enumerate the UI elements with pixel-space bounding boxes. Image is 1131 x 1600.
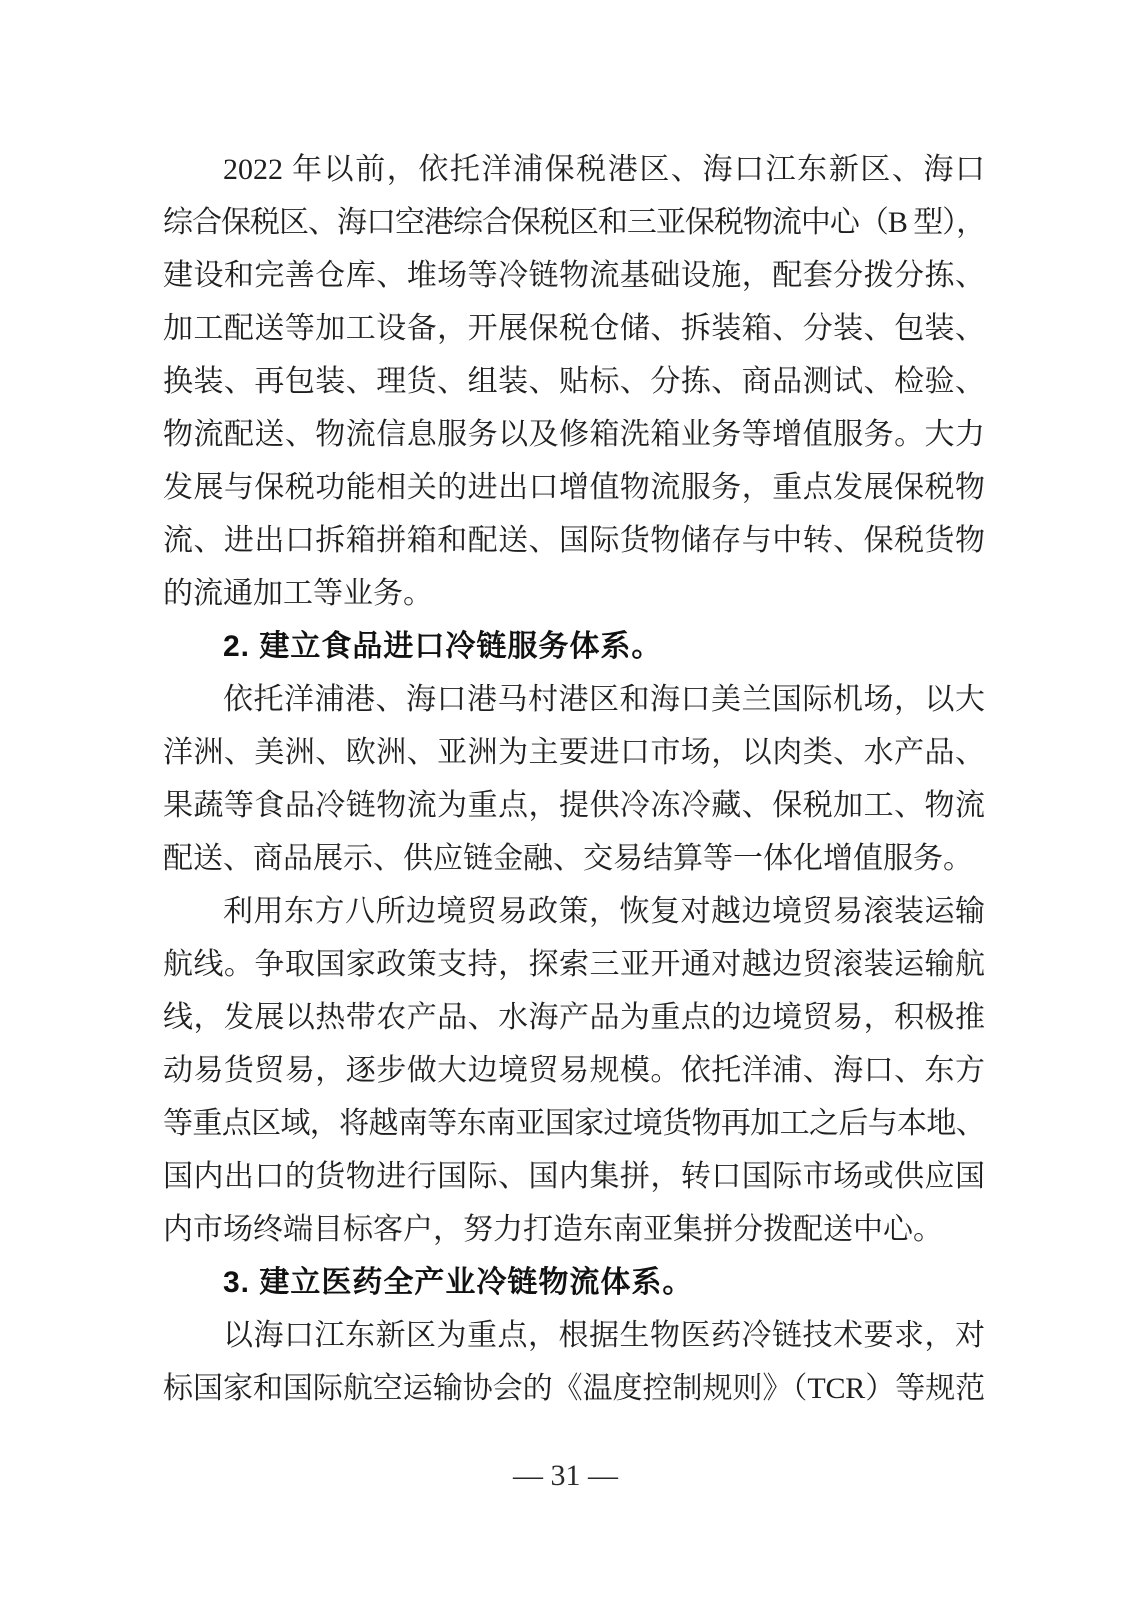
- text-line: 配送、商品展示、供应链金融、交易结算等一体化增值服务。: [163, 842, 973, 875]
- text-line: 加工配送等加工设备，开展保税仓储、拆装箱、分装、包装、: [163, 312, 985, 345]
- text-line: 综合保税区、海口空港综合保税区和三亚保税物流中心（B 型），: [163, 206, 985, 239]
- text-line: 建设和完善仓库、堆场等冷链物流基础设施，配套分拨分拣、: [163, 259, 985, 292]
- document-body: [163, 143, 985, 1415]
- text-line: 国内出口的货物进行国际、国内集拼，转口国际市场或供应国: [163, 1160, 985, 1193]
- text-line: 航线。争取国家政策支持，探索三亚开通对越边贸滚装运输航: [163, 948, 985, 981]
- text-line: 物流配送、物流信息服务以及修箱洗箱业务等增值服务。大力: [163, 418, 985, 451]
- text-line: 洋洲、美洲、欧洲、亚洲为主要进口市场，以肉类、水产品、: [163, 736, 985, 769]
- text-line: 动易货贸易，逐步做大边境贸易规模。依托洋浦、海口、东方: [163, 1054, 985, 1087]
- text-line: 内市场终端目标客户，努力打造东南亚集拼分拨配送中心。: [163, 1213, 943, 1246]
- text-line: 标国家和国际航空运输协会的《温度控制规则》（TCR）等规范: [163, 1372, 985, 1405]
- text-line: 发展与保税功能相关的进出口增值物流服务，重点发展保税物: [163, 471, 985, 504]
- text-line: 线，发展以热带农产品、水海产品为重点的边境贸易，积极推: [163, 1001, 985, 1034]
- text-line: 依托洋浦港、海口港马村港区和海口美兰国际机场，以大: [223, 683, 985, 716]
- text-line: 流、进出口拆箱拼箱和配送、国际货物储存与中转、保税货物: [163, 524, 985, 557]
- text-line: 等重点区域，将越南等东南亚国家过境货物再加工之后与本地、: [163, 1107, 985, 1140]
- section-heading: 3. 建立医药全产业冷链物流体系。: [223, 1266, 694, 1299]
- text-line: 利用东方八所边境贸易政策，恢复对越边境贸易滚装运输: [223, 895, 985, 928]
- text-line: 换装、再包装、理货、组装、贴标、分拣、商品测试、检验、: [163, 365, 985, 398]
- section-heading: 2. 建立食品进口冷链服务体系。: [223, 630, 663, 663]
- text-line: 果蔬等食品冷链物流为重点，提供冷冻冷藏、保税加工、物流: [163, 789, 985, 822]
- text-line: 的流通加工等业务。: [163, 577, 433, 610]
- text-line: 以海口江东新区为重点，根据生物医药冷链技术要求，对: [223, 1319, 985, 1352]
- page-number: — 31 —: [513, 1459, 618, 1492]
- text-line: 2022 年以前，依托洋浦保税港区、海口江东新区、海口: [223, 153, 985, 186]
